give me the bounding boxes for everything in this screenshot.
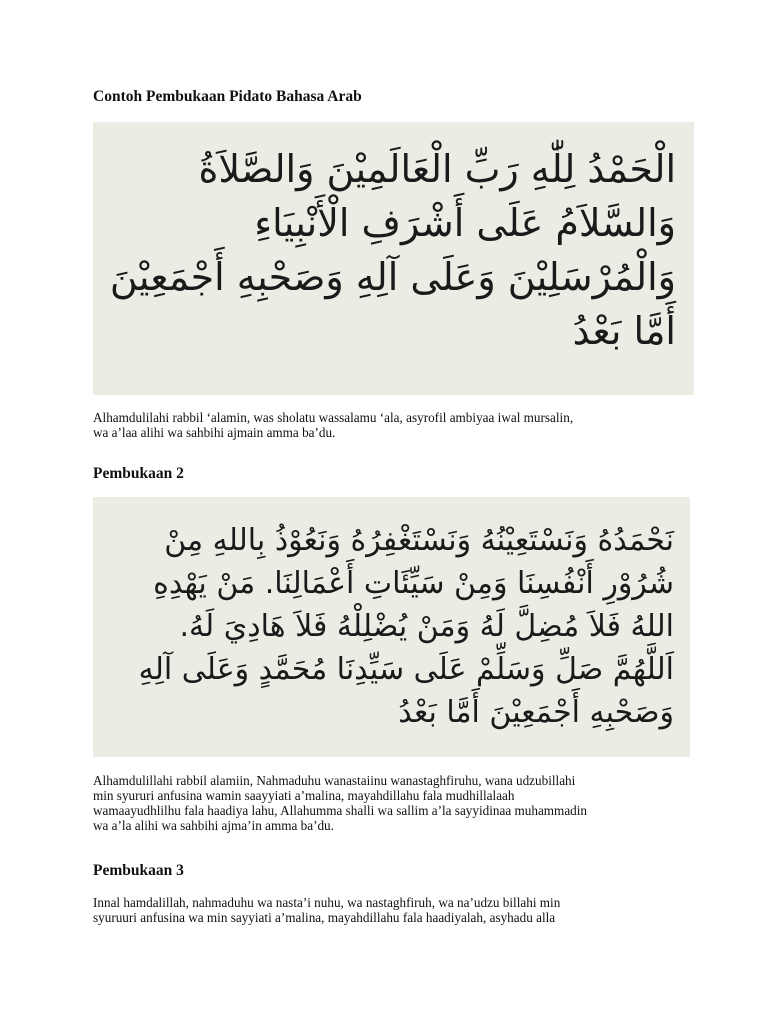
arabic-line: نَحْمَدُهُ وَنَسْتَعِيْنُهُ وَنَسْتَغْفِرُهُ وَنَعُوْذُ بِاللهِ مِنْ <box>164 523 674 558</box>
arabic-text-image-1 <box>93 122 694 395</box>
text-line: wa a’laa alihi wa sahbihi ajmain amma ba’du. <box>93 425 336 440</box>
transliteration-1 <box>93 410 713 440</box>
arabic-line: شُرُوْرِ أَنْفُسِنَا وَمِنْ سَيِّئَاتِ أَعْمَالِنَا. مَنْ يَهْدِهِ <box>153 566 674 601</box>
page-title: Contoh Pembukaan Pidato Bahasa Arab <box>93 88 362 105</box>
text-line: wa a’la alihi wa sahbihi ajma’in amma ba’du. <box>93 818 334 833</box>
arabic-line: وَالسَّلاَمُ عَلَى أَشْرَفِ الْأَنْبِيَاءِ <box>254 201 676 245</box>
section-heading-3: Pembukaan 3 <box>93 862 184 879</box>
arabic-line: أَمَّا بَعْدُ <box>572 309 676 353</box>
text-line: Alhamdulilahi rabbil ‘alamin, was sholatu wassalamu ‘ala, asyrofil ambiyaa iwal mursalin, <box>93 410 574 425</box>
text-line: min syururi anfusina wamin saayyiati a’malina, mayahdillahu fala mudhillalaah <box>93 788 515 803</box>
arabic-line: وَصَحْبِهِ أَجْمَعِيْنَ أَمَّا بَعْدُ <box>398 695 674 730</box>
transliteration-2 <box>93 773 713 833</box>
arabic-line: وَالْمُرْسَلِيْنَ وَعَلَى آلِهِ وَصَحْبِهِ أَجْمَعِيْنَ <box>109 255 676 299</box>
section-heading-2: Pembukaan 2 <box>93 465 184 482</box>
arabic-line: الْحَمْدُ لِلّٰهِ رَبِّ الْعَالَمِيْنَ وَالصَّلاَةُ <box>198 147 676 191</box>
text-line: Alhamdulillahi rabbil alamiin, Nahmaduhu wanastaiinu wanastaghfiruhu, wana udzubillahi <box>93 773 576 788</box>
text-line: wamaayudhlilhu fala haadiya lahu, Allahumma shalli wa sallim a’la sayyidinaa muhammadin <box>93 803 588 818</box>
arabic-text-image-2 <box>93 497 690 757</box>
text-line: syuruuri anfusina wa min sayyiati a’malina, mayahdillahu fala haadiyalah, asyhadu alla <box>93 910 556 925</box>
text-line: Innal hamdalillah, nahmaduhu wa nasta’i nuhu, wa nastaghfiruh, wa na’udzu billahi min <box>93 895 561 910</box>
transliteration-3 <box>93 895 713 925</box>
arabic-line: اَللَّهُمَّ صَلِّ وَسَلِّمْ عَلَى سَيِّدِنَا مُحَمَّدٍ وَعَلَى آلِهِ <box>138 652 674 687</box>
arabic-line: اللهُ فَلاَ مُضِلَّ لَهُ وَمَنْ يُضْلِلْهُ فَلاَ هَادِيَ لَهُ. <box>179 609 674 644</box>
